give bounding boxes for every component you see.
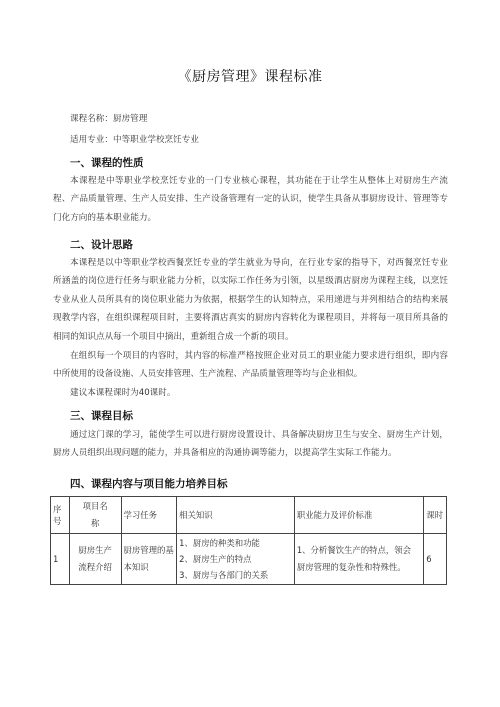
row1-knowledge-2: 2、厨房生产的特点 [179,554,252,564]
table-row [51,534,447,585]
row1-project-name [69,534,121,585]
section-heading-design: 二、设计思路 [70,239,133,251]
row1-knowledge-3: 3、厨房与各部门的关系 [179,570,269,580]
table-header-row [51,497,447,534]
section-design-paragraph-2: 在组织每一个项目的内容时，其内容的标准严格按照企业对员工的职业能力要求进行组织，即内容中所使用的设备设施、人员安排管理、生产流程、产品质量管理等均与企业相似。 [53,351,448,380]
section-design-paragraph-1: 本课程是以中等职业学校西餐烹饪专业的学生就业为导向，在行业专家的指导下，对西餐烹饪专业所涵盖的岗位进行任务与职业能力分析，以实际工作任务为引领，以星级酒店厨房为课程主线，以烹饪专业从业人员所具有的岗位职业能力为依据，根据学生的认知特点，采用递进与并列相结合的结构来展现教学内容，在组织课程项目时，主要将酒店真实的厨房内容转化为课程项目，并将每一项目所具备的相同的知识点从每一个项目中摘出，重新组合成一个新的项目。 [53,258,448,342]
row1-ability-standard [294,534,423,585]
section-heading-objectives: 三、课程目标 [70,410,133,422]
header-hours: 课时 [424,497,447,534]
row1-project-name-line2: 流程介绍 [78,562,112,572]
row1-project-name-line1: 厨房生产 [78,545,112,555]
header-project-name-line2: 称 [90,518,100,528]
row1-ability-line1: 1、分析餐饮生产的特点，领会 [296,545,412,555]
header-project-name-line1: 项目名 [82,501,108,511]
section-nature-paragraph: 本课程是中等职业学校烹饪专业的一门专业核心课程，其功能在于让学生从整体上对厨房生产流程、产品质量管理、生产人员安排、生产设备管理有一定的认识，使学生具备从事厨房设计、管理等专门化方向的基本职业能力。 [53,176,448,223]
section-heading-nature: 一、课程的性质 [70,157,144,169]
row1-task-line1: 厨房管理的基 [123,545,174,555]
header-project-name [69,497,121,534]
row1-learning-task [121,534,177,585]
course-name: 课程名称：厨房管理 [70,114,148,124]
row1-hours: 6 [424,534,447,585]
section-objectives-paragraph: 通过这门课的学习，能使学生可以进行厨房设置设计、具备解决厨房卫生与安全、厨房生产计划，厨房人员组织出现问题的能力，并具备相应的沟通协调等能力，以提高学生实际工作能力。 [53,430,448,459]
course-content-table [50,496,447,585]
row1-knowledge-1: 1、厨房的种类和功能 [179,538,260,548]
section-heading-content: 四、课程内容与项目能力培养目标 [70,478,228,490]
row1-seq: 1 [51,534,70,585]
header-seq: 序号 [51,497,70,534]
header-ability-standard: 职业能力及评价标准 [294,497,423,534]
section-design-paragraph-3: 建议本课程课时为40课时。 [70,388,176,398]
row1-task-line2: 本知识 [123,562,149,572]
applicable-major: 适用专业：中等职业学校烹饪专业 [70,135,199,145]
header-learning-task: 学习任务 [121,497,177,534]
row1-related-knowledge [177,534,295,585]
row1-ability-line2: 厨房管理的复杂性和特殊性。 [296,562,406,572]
header-related-knowledge: 相关知识 [177,497,295,534]
document-title: 《厨房管理》课程标准 [177,69,323,85]
